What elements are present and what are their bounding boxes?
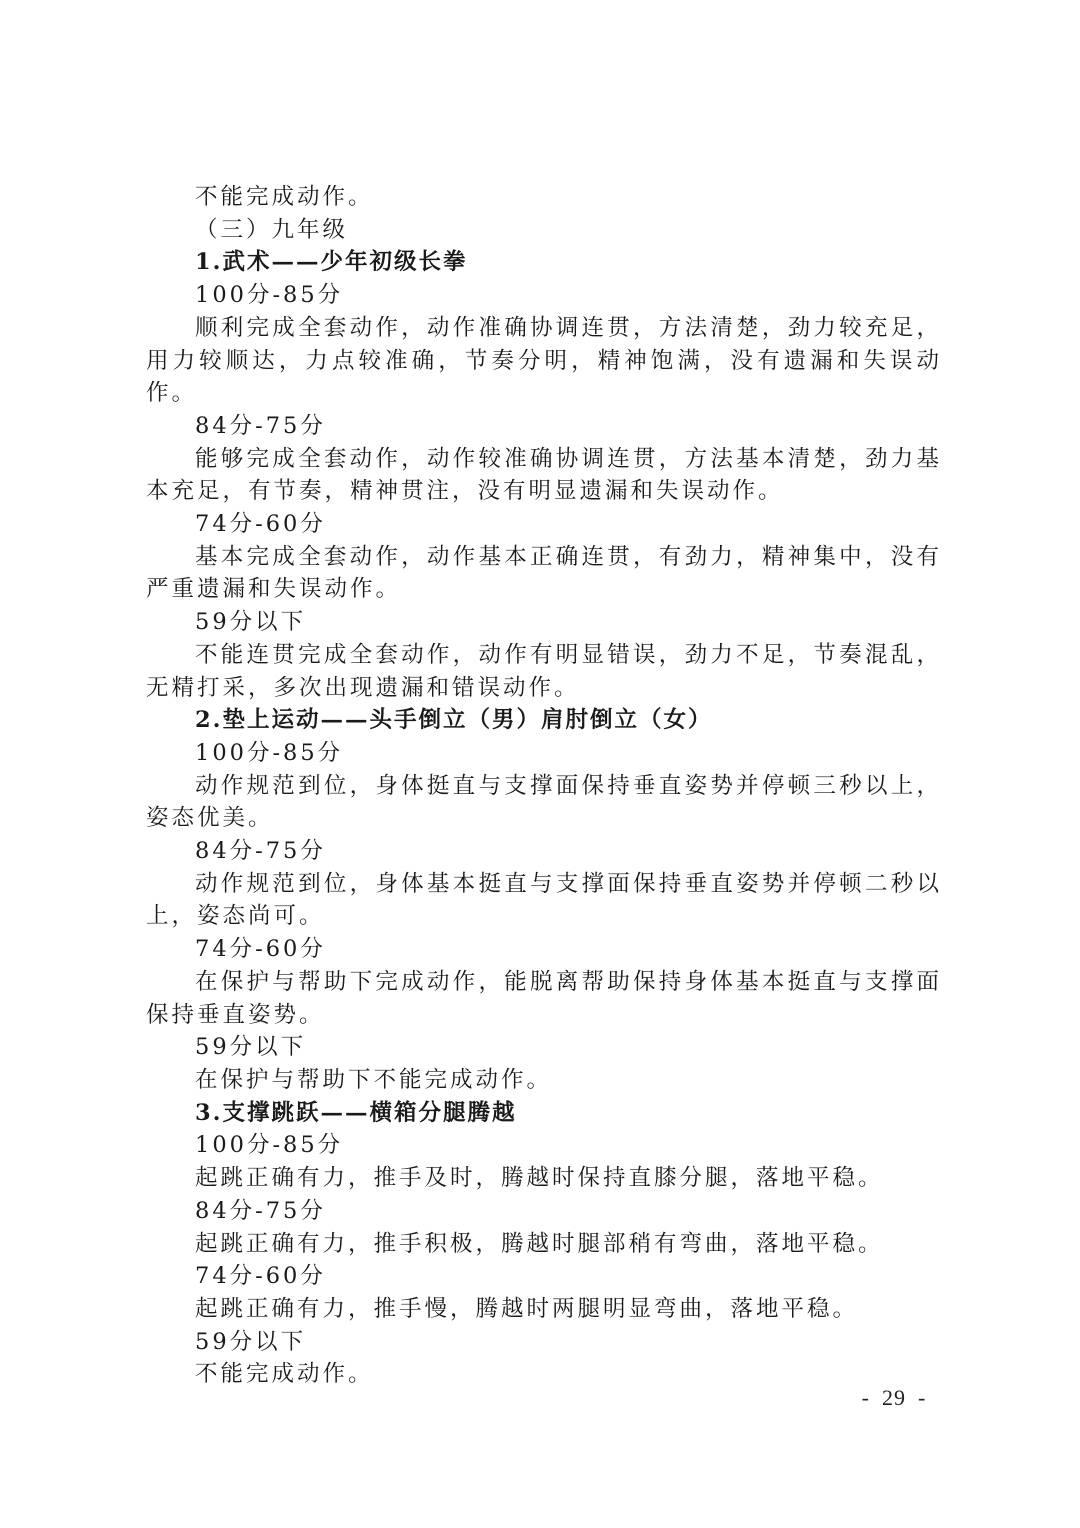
criteria-paragraph: 在保护与帮助下完成动作，能脱离帮助保持身体基本挺直与支撑面保持垂直姿势。 bbox=[146, 968, 942, 1028]
criteria-paragraph: 动作规范到位，身体基本挺直与支撑面保持垂直姿势并停顿二秒以上，姿态尚可。 bbox=[146, 870, 942, 930]
criteria-line: 起跳正确有力，推手慢，腾越时两腿明显弯曲，落地平稳。 bbox=[195, 1295, 859, 1322]
body-text bbox=[146, 181, 942, 1391]
criteria-line: 不能完成动作。 bbox=[195, 1361, 374, 1388]
score-range: 100分-85分 bbox=[195, 1132, 344, 1159]
page-number bbox=[838, 1383, 950, 1413]
score-range: 59分以下 bbox=[195, 609, 307, 636]
item-heading-vault: 3.支撑跳跃——横箱分腿腾越 bbox=[195, 1099, 517, 1126]
criteria-paragraph: 动作规范到位，身体挺直与支撑面保持垂直姿势并停顿三秒以上，姿态优美。 bbox=[146, 772, 942, 832]
score-range: 84分-75分 bbox=[195, 1197, 326, 1224]
page-number-value: 29 bbox=[882, 1385, 906, 1410]
score-range: 100分-85分 bbox=[195, 739, 344, 766]
score-range: 59分以下 bbox=[195, 1034, 307, 1061]
criteria-line: 起跳正确有力，推手及时，腾越时保持直膝分腿，落地平稳。 bbox=[195, 1165, 884, 1192]
criteria-paragraph: 能够完成全套动作，动作较准确协调连贯，方法基本清楚，劲力基本充足，有节奏，精神贯注，没有明显遗漏和失误动作。 bbox=[146, 445, 942, 505]
score-range: 100分-85分 bbox=[195, 282, 344, 309]
criteria-paragraph: 不能连贯完成全套动作，动作有明显错误，劲力不足，节奏混乱，无精打采，多次出现遗漏和错误动作。 bbox=[146, 641, 942, 701]
section-heading-grade-9: （三）九年级 bbox=[195, 216, 349, 243]
score-range: 84分-75分 bbox=[195, 412, 326, 439]
item-heading-mat-exercise: 2.垫上运动——头手倒立（男）肩肘倒立（女） bbox=[195, 707, 713, 734]
score-range: 74分-60分 bbox=[195, 1263, 326, 1290]
criteria-line: 起跳正确有力，推手积极，腾越时腿部稍有弯曲，落地平稳。 bbox=[195, 1230, 884, 1257]
item-heading-wushu: 1.武术——少年初级长拳 bbox=[195, 249, 468, 276]
criteria-paragraph: 基本完成全套动作，动作基本正确连贯，有劲力，精神集中，没有严重遗漏和失误动作。 bbox=[146, 543, 942, 603]
page-number-dash-left: - bbox=[861, 1385, 870, 1410]
text-line: 不能完成动作。 bbox=[195, 184, 374, 210]
criteria-paragraph: 顺利完成全套动作，动作准确协调连贯，方法清楚，劲力较充足，用力较顺达，力点较准确，节奏分明，精神饱满，没有遗漏和失误动作。 bbox=[146, 314, 942, 407]
criteria-line: 在保护与帮助下不能完成动作。 bbox=[195, 1066, 553, 1093]
score-range: 74分-60分 bbox=[195, 511, 326, 538]
score-range: 59分以下 bbox=[195, 1328, 307, 1355]
page-number-dash-right: - bbox=[918, 1385, 927, 1410]
score-range: 84分-75分 bbox=[195, 838, 326, 865]
score-range: 74分-60分 bbox=[195, 936, 326, 963]
